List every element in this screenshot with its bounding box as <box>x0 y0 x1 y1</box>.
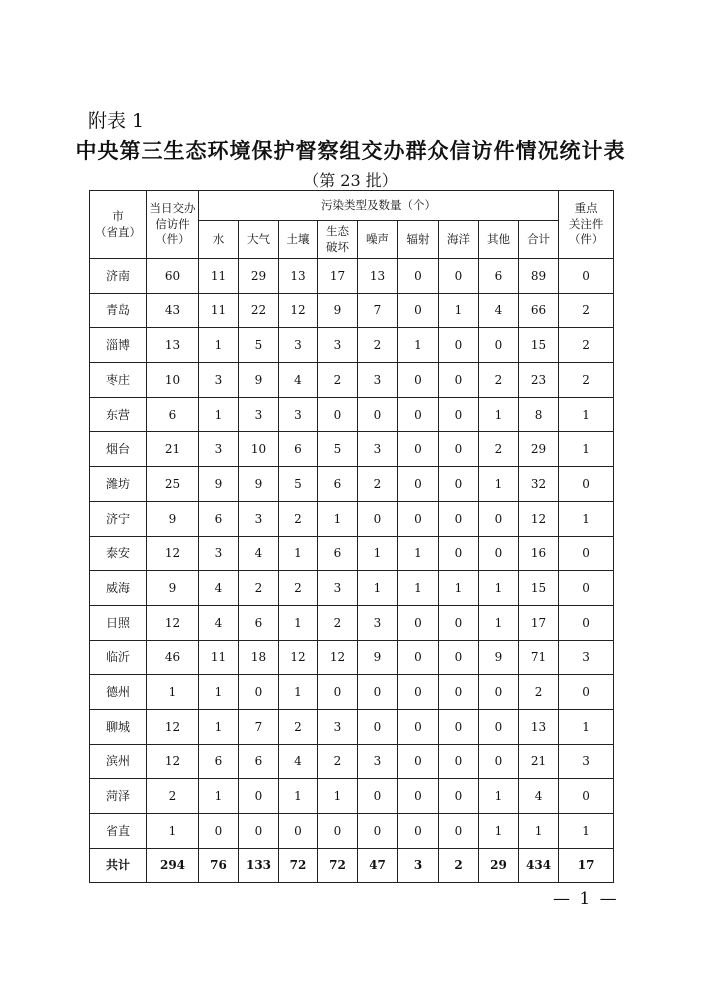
header-key-line: （件） <box>568 232 604 247</box>
cell-soil: 4 <box>279 363 318 398</box>
cell-ocean: 0 <box>439 605 479 640</box>
cell-water: 1 <box>199 397 239 432</box>
cell-radiation: 0 <box>398 779 439 814</box>
cell-city: 潍坊 <box>90 467 147 502</box>
cell-key: 0 <box>559 779 614 814</box>
header-key-line: 关注件 <box>568 216 604 231</box>
header-daily-line: 当日交办 <box>149 201 196 216</box>
cell-water: 1 <box>199 709 239 744</box>
cell-other: 0 <box>479 501 519 536</box>
table-row <box>90 640 614 675</box>
cell-other: 29 <box>479 848 519 883</box>
cell-water: 0 <box>199 814 239 849</box>
cell-air: 6 <box>239 605 279 640</box>
cell-eco: 3 <box>318 709 358 744</box>
cell-other: 0 <box>479 709 519 744</box>
cell-radiation: 0 <box>398 744 439 779</box>
batch-label: （第 23 批） <box>303 171 398 190</box>
cell-air: 7 <box>239 709 279 744</box>
cell-daily: 60 <box>147 259 199 294</box>
header-type-line: 合计 <box>527 231 551 246</box>
cell-radiation: 1 <box>398 328 439 363</box>
cell-key: 0 <box>559 467 614 502</box>
cell-ocean: 2 <box>439 848 479 883</box>
cell-noise: 3 <box>358 363 398 398</box>
header-daily <box>147 191 199 259</box>
cell-air: 0 <box>239 814 279 849</box>
cell-ocean: 0 <box>439 744 479 779</box>
cell-daily: 12 <box>147 709 199 744</box>
table-row <box>90 397 614 432</box>
cell-air: 2 <box>239 571 279 606</box>
cell-ocean: 0 <box>439 640 479 675</box>
cell-soil: 2 <box>279 709 318 744</box>
cell-water: 6 <box>199 744 239 779</box>
table-row <box>90 779 614 814</box>
cell-city: 烟台 <box>90 432 147 467</box>
appendix-label: 附表 1 <box>88 110 145 132</box>
cell-radiation: 0 <box>398 675 439 710</box>
cell-other: 1 <box>479 814 519 849</box>
cell-ocean: 1 <box>439 571 479 606</box>
cell-water: 11 <box>199 293 239 328</box>
cell-soil: 2 <box>279 571 318 606</box>
header-type <box>239 221 279 259</box>
cell-daily: 25 <box>147 467 199 502</box>
cell-key: 17 <box>559 848 614 883</box>
cell-eco: 1 <box>318 779 358 814</box>
header-pollution-group: 污染类型及数量（个） <box>199 191 559 221</box>
table-row <box>90 432 614 467</box>
header-type-line: 破坏 <box>326 239 349 254</box>
cell-air: 9 <box>239 467 279 502</box>
cell-noise: 0 <box>358 675 398 710</box>
cell-eco: 6 <box>318 536 358 571</box>
cell-key: 0 <box>559 571 614 606</box>
cell-daily: 9 <box>147 571 199 606</box>
cell-noise: 0 <box>358 709 398 744</box>
header-type-line: 土壤 <box>286 231 310 246</box>
cell-ocean: 0 <box>439 536 479 571</box>
cell-noise: 2 <box>358 467 398 502</box>
cell-radiation: 0 <box>398 640 439 675</box>
cell-radiation: 0 <box>398 467 439 502</box>
table-row <box>90 814 614 849</box>
cell-city: 济南 <box>90 259 147 294</box>
cell-ocean: 0 <box>439 467 479 502</box>
cell-key: 3 <box>559 640 614 675</box>
cell-total: 1 <box>519 814 559 849</box>
cell-ocean: 0 <box>439 501 479 536</box>
cell-ocean: 0 <box>439 363 479 398</box>
statistics-table <box>89 190 614 883</box>
cell-soil: 1 <box>279 675 318 710</box>
cell-air: 5 <box>239 328 279 363</box>
table-row <box>90 328 614 363</box>
cell-water: 1 <box>199 675 239 710</box>
cell-city: 德州 <box>90 675 147 710</box>
cell-water: 11 <box>199 259 239 294</box>
header-daily-line: （件） <box>155 232 190 247</box>
cell-air: 6 <box>239 744 279 779</box>
header-type-line: 大气 <box>247 231 270 246</box>
table-row <box>90 467 614 502</box>
cell-key: 0 <box>559 536 614 571</box>
cell-key: 2 <box>559 363 614 398</box>
cell-key: 1 <box>559 432 614 467</box>
cell-eco: 72 <box>318 848 358 883</box>
table-row <box>90 259 614 294</box>
cell-city: 聊城 <box>90 709 147 744</box>
cell-ocean: 0 <box>439 675 479 710</box>
cell-eco: 0 <box>318 397 358 432</box>
cell-noise: 2 <box>358 328 398 363</box>
cell-daily: 294 <box>147 848 199 883</box>
cell-total: 89 <box>519 259 559 294</box>
cell-key: 0 <box>559 675 614 710</box>
cell-other: 1 <box>479 571 519 606</box>
header-city <box>90 191 147 259</box>
cell-radiation: 0 <box>398 605 439 640</box>
cell-total: 66 <box>519 293 559 328</box>
cell-ocean: 0 <box>439 259 479 294</box>
header-type <box>358 221 398 259</box>
table-row <box>90 744 614 779</box>
cell-soil: 3 <box>279 397 318 432</box>
cell-total: 15 <box>519 571 559 606</box>
cell-key: 3 <box>559 744 614 779</box>
cell-other: 1 <box>479 779 519 814</box>
cell-other: 0 <box>479 744 519 779</box>
cell-water: 1 <box>199 328 239 363</box>
cell-noise: 0 <box>358 397 398 432</box>
header-type <box>199 221 239 259</box>
cell-other: 2 <box>479 363 519 398</box>
cell-air: 4 <box>239 536 279 571</box>
header-key <box>559 191 614 259</box>
cell-other: 4 <box>479 293 519 328</box>
cell-daily: 21 <box>147 432 199 467</box>
table-row <box>90 571 614 606</box>
table-row <box>90 675 614 710</box>
cell-water: 76 <box>199 848 239 883</box>
cell-ocean: 0 <box>439 397 479 432</box>
cell-eco: 0 <box>318 814 358 849</box>
cell-soil: 12 <box>279 293 318 328</box>
cell-eco: 12 <box>318 640 358 675</box>
cell-soil: 4 <box>279 744 318 779</box>
cell-city: 东营 <box>90 397 147 432</box>
cell-air: 3 <box>239 501 279 536</box>
cell-noise: 3 <box>358 605 398 640</box>
cell-key: 0 <box>559 605 614 640</box>
cell-ocean: 0 <box>439 432 479 467</box>
cell-water: 4 <box>199 571 239 606</box>
cell-daily: 9 <box>147 501 199 536</box>
cell-daily: 2 <box>147 779 199 814</box>
cell-soil: 13 <box>279 259 318 294</box>
cell-air: 0 <box>239 779 279 814</box>
cell-daily: 13 <box>147 328 199 363</box>
cell-noise: 7 <box>358 293 398 328</box>
cell-key: 0 <box>559 259 614 294</box>
cell-daily: 12 <box>147 536 199 571</box>
table-row <box>90 536 614 571</box>
cell-key: 2 <box>559 328 614 363</box>
cell-soil: 1 <box>279 605 318 640</box>
cell-water: 3 <box>199 536 239 571</box>
cell-air: 3 <box>239 397 279 432</box>
cell-noise: 3 <box>358 432 398 467</box>
cell-other: 0 <box>479 675 519 710</box>
cell-soil: 12 <box>279 640 318 675</box>
header-type <box>398 221 439 259</box>
cell-key: 1 <box>559 814 614 849</box>
cell-city: 临沂 <box>90 640 147 675</box>
cell-eco: 5 <box>318 432 358 467</box>
page-number: — 1 — <box>553 889 619 909</box>
cell-eco: 2 <box>318 744 358 779</box>
cell-noise: 0 <box>358 501 398 536</box>
cell-soil: 6 <box>279 432 318 467</box>
cell-air: 9 <box>239 363 279 398</box>
cell-water: 4 <box>199 605 239 640</box>
cell-noise: 0 <box>358 814 398 849</box>
table-row <box>90 363 614 398</box>
cell-total: 13 <box>519 709 559 744</box>
cell-soil: 3 <box>279 328 318 363</box>
cell-radiation: 3 <box>398 848 439 883</box>
cell-eco: 6 <box>318 467 358 502</box>
cell-city: 省直 <box>90 814 147 849</box>
cell-radiation: 0 <box>398 709 439 744</box>
cell-total: 32 <box>519 467 559 502</box>
header-type-line: 噪声 <box>366 231 389 246</box>
header-key-line: 重点 <box>574 201 598 216</box>
cell-total: 4 <box>519 779 559 814</box>
cell-key: 1 <box>559 501 614 536</box>
cell-radiation: 0 <box>398 363 439 398</box>
cell-soil: 0 <box>279 814 318 849</box>
cell-total: 23 <box>519 363 559 398</box>
table-row <box>90 501 614 536</box>
cell-key: 2 <box>559 293 614 328</box>
cell-city: 威海 <box>90 571 147 606</box>
cell-city: 日照 <box>90 605 147 640</box>
header-type-line: 生态 <box>326 223 349 238</box>
cell-water: 11 <box>199 640 239 675</box>
cell-eco: 3 <box>318 571 358 606</box>
cell-eco: 9 <box>318 293 358 328</box>
table-body <box>90 259 614 883</box>
header-type <box>479 221 519 259</box>
cell-air: 22 <box>239 293 279 328</box>
table-row <box>90 293 614 328</box>
cell-noise: 47 <box>358 848 398 883</box>
cell-other: 2 <box>479 432 519 467</box>
cell-city: 济宁 <box>90 501 147 536</box>
cell-soil: 1 <box>279 779 318 814</box>
cell-water: 9 <box>199 467 239 502</box>
cell-eco: 2 <box>318 363 358 398</box>
cell-ocean: 0 <box>439 709 479 744</box>
cell-noise: 1 <box>358 536 398 571</box>
cell-total: 434 <box>519 848 559 883</box>
header-type <box>519 221 559 259</box>
cell-water: 6 <box>199 501 239 536</box>
cell-total: 12 <box>519 501 559 536</box>
cell-soil: 72 <box>279 848 318 883</box>
cell-key: 1 <box>559 709 614 744</box>
cell-air: 18 <box>239 640 279 675</box>
header-type <box>439 221 479 259</box>
cell-soil: 2 <box>279 501 318 536</box>
cell-total: 8 <box>519 397 559 432</box>
cell-city: 共计 <box>90 848 147 883</box>
cell-city: 菏泽 <box>90 779 147 814</box>
header-type <box>279 221 318 259</box>
table-row <box>90 605 614 640</box>
header-city-line: 市 <box>112 208 124 223</box>
header-type-line: 其他 <box>487 231 510 246</box>
cell-daily: 43 <box>147 293 199 328</box>
cell-daily: 6 <box>147 397 199 432</box>
cell-daily: 12 <box>147 744 199 779</box>
header-type-line: 水 <box>212 231 225 246</box>
cell-soil: 5 <box>279 467 318 502</box>
cell-daily: 46 <box>147 640 199 675</box>
cell-air: 10 <box>239 432 279 467</box>
cell-other: 0 <box>479 536 519 571</box>
cell-noise: 3 <box>358 744 398 779</box>
cell-other: 6 <box>479 259 519 294</box>
cell-radiation: 0 <box>398 432 439 467</box>
cell-total: 16 <box>519 536 559 571</box>
cell-water: 3 <box>199 432 239 467</box>
cell-noise: 9 <box>358 640 398 675</box>
total-row <box>90 848 614 883</box>
table-row <box>90 709 614 744</box>
cell-air: 29 <box>239 259 279 294</box>
header-city-line: （省直） <box>95 224 141 239</box>
cell-air: 0 <box>239 675 279 710</box>
cell-noise: 0 <box>358 779 398 814</box>
header-type-line: 海洋 <box>447 231 470 246</box>
header-daily-line: 信访件 <box>155 216 190 231</box>
cell-radiation: 1 <box>398 536 439 571</box>
cell-daily: 10 <box>147 363 199 398</box>
cell-ocean: 0 <box>439 779 479 814</box>
cell-radiation: 0 <box>398 293 439 328</box>
cell-radiation: 0 <box>398 814 439 849</box>
cell-key: 1 <box>559 397 614 432</box>
cell-city: 青岛 <box>90 293 147 328</box>
cell-city: 泰安 <box>90 536 147 571</box>
cell-radiation: 0 <box>398 501 439 536</box>
cell-other: 1 <box>479 467 519 502</box>
cell-radiation: 0 <box>398 259 439 294</box>
cell-water: 1 <box>199 779 239 814</box>
cell-other: 1 <box>479 605 519 640</box>
cell-eco: 2 <box>318 605 358 640</box>
cell-city: 滨州 <box>90 744 147 779</box>
cell-ocean: 0 <box>439 328 479 363</box>
cell-soil: 1 <box>279 536 318 571</box>
cell-air: 133 <box>239 848 279 883</box>
cell-total: 2 <box>519 675 559 710</box>
cell-ocean: 0 <box>439 814 479 849</box>
cell-water: 3 <box>199 363 239 398</box>
cell-noise: 13 <box>358 259 398 294</box>
document-title: 中央第三生态环境保护督察组交办群众信访件情况统计表 <box>75 138 626 163</box>
cell-total: 17 <box>519 605 559 640</box>
cell-noise: 1 <box>358 571 398 606</box>
cell-daily: 1 <box>147 675 199 710</box>
cell-total: 71 <box>519 640 559 675</box>
cell-city: 淄博 <box>90 328 147 363</box>
cell-daily: 1 <box>147 814 199 849</box>
cell-radiation: 0 <box>398 397 439 432</box>
cell-eco: 1 <box>318 501 358 536</box>
header-type <box>318 221 358 259</box>
cell-total: 21 <box>519 744 559 779</box>
cell-total: 29 <box>519 432 559 467</box>
cell-ocean: 1 <box>439 293 479 328</box>
cell-eco: 17 <box>318 259 358 294</box>
cell-daily: 12 <box>147 605 199 640</box>
cell-other: 1 <box>479 397 519 432</box>
cell-radiation: 1 <box>398 571 439 606</box>
header-type-line: 辐射 <box>406 231 430 246</box>
cell-eco: 0 <box>318 675 358 710</box>
cell-total: 15 <box>519 328 559 363</box>
cell-other: 0 <box>479 328 519 363</box>
cell-eco: 3 <box>318 328 358 363</box>
cell-other: 9 <box>479 640 519 675</box>
cell-city: 枣庄 <box>90 363 147 398</box>
